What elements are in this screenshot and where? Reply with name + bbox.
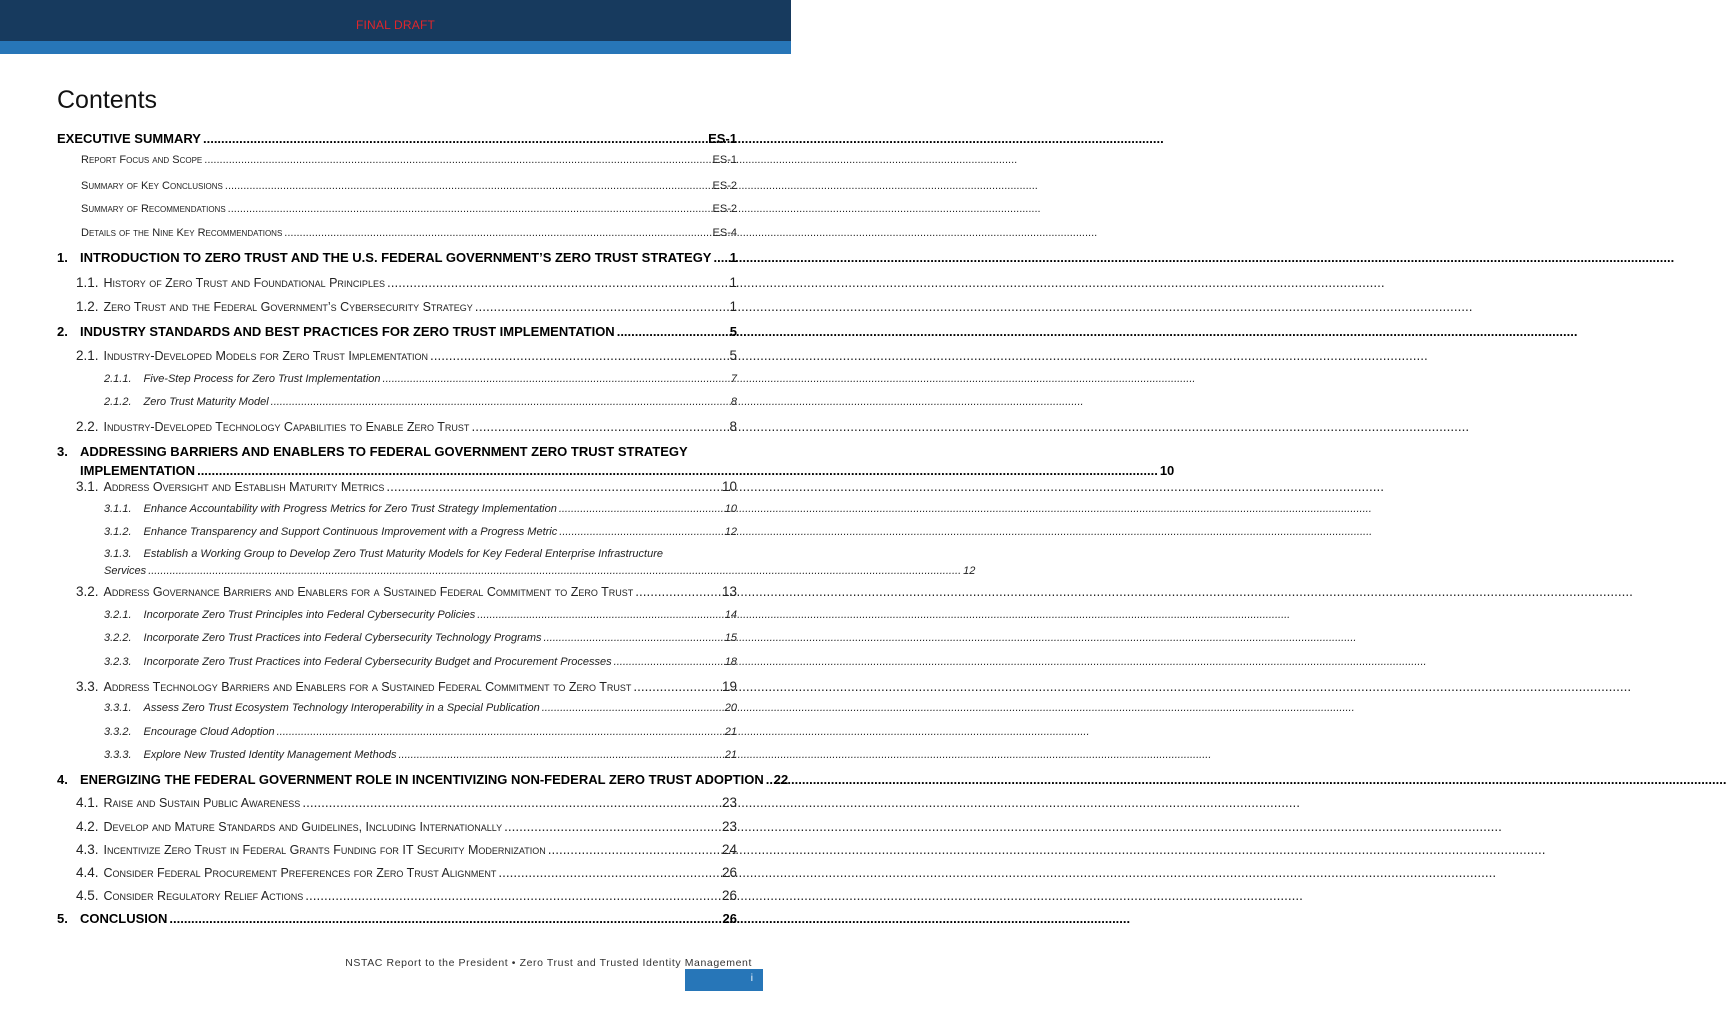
toc-entry-title: Summary of Key Conclusions — [81, 180, 223, 192]
toc-entry[interactable] — [76, 419, 737, 434]
toc-entry[interactable] — [104, 503, 737, 515]
toc-entry-title-continued: IMPLEMENTATION — [80, 463, 196, 478]
toc-entry[interactable] — [76, 180, 737, 192]
toc-leader-dots — [271, 396, 729, 408]
toc-entry-title: Incorporate Zero Trust Practices into Federal Cybersecurity Technology Programs — [143, 632, 542, 644]
toc-entry-number: 1. — [57, 250, 68, 265]
toc-entry-number: 4.1. — [76, 795, 99, 810]
toc-entry-number: 4.2. — [76, 819, 99, 834]
toc-entry[interactable] — [104, 373, 737, 385]
toc-entry-title: INTRODUCTION TO ZERO TRUST AND THE U.S. FEDERAL GOVERNMENT’S ZERO TRUST STRATEGY — [80, 250, 712, 265]
toc-entry-title: Report Focus and Scope — [81, 154, 203, 166]
toc-entry-number: 3. — [57, 444, 68, 459]
toc-entry[interactable] — [76, 203, 737, 215]
toc-entry[interactable] — [104, 548, 976, 577]
toc-entry[interactable] — [76, 842, 737, 857]
toc-entry-number: 2. — [57, 324, 68, 339]
toc-entry[interactable] — [104, 702, 737, 714]
toc-entry[interactable] — [104, 526, 737, 538]
toc-entry-title: Address Oversight and Establish Maturity Metrics — [103, 480, 385, 494]
toc-entry-title: EXECUTIVE SUMMARY — [57, 131, 201, 146]
toc-entry-number: 3.2.3. — [104, 656, 132, 668]
toc-leader-dots — [169, 911, 720, 926]
toc-entry-number: 2.1.1. — [104, 373, 132, 385]
toc-leader-dots — [203, 131, 706, 146]
toc-entry-page: ES-1 — [712, 154, 737, 166]
toc-entry[interactable] — [57, 250, 737, 265]
toc-leader-dots — [548, 842, 720, 857]
toc-entry[interactable] — [76, 479, 737, 494]
toc-entry-number: 3.3.3. — [104, 749, 132, 761]
toc-entry[interactable] — [76, 154, 737, 166]
toc-entry-number: 4.4. — [76, 865, 99, 880]
toc-leader-dots — [471, 419, 727, 434]
toc-entry-title: Summary of Recommendations — [81, 203, 226, 215]
toc-leader-dots — [228, 203, 711, 215]
toc-entry-page: 8 — [730, 396, 737, 408]
toc-leader-dots — [477, 609, 722, 621]
toc-entry-number: 3.2. — [76, 584, 99, 599]
draft-label: FINAL DRAFT — [355, 18, 436, 32]
toc-entry[interactable] — [104, 609, 737, 621]
toc-leader-dots — [302, 795, 720, 810]
toc-entry-page: 21 — [724, 726, 737, 738]
toc-leader-dots — [148, 565, 961, 577]
toc-entry-title: Industry-Developed Models for Zero Trust Implementation — [103, 349, 429, 363]
toc-entry-title: Establish a Working Group to Develop Zero Trust Maturity Models for Key Federal Enterprise Infrastructure — [143, 548, 663, 560]
toc-entry-title: Details of the Nine Key Recommendations — [81, 227, 283, 239]
toc-leader-dots — [542, 702, 723, 714]
toc-leader-dots — [430, 348, 727, 363]
header-accent-bar — [0, 41, 791, 54]
toc-entry-page: 5 — [729, 348, 737, 363]
toc-leader-dots — [387, 275, 728, 290]
toc-entry-page: ES-2 — [712, 203, 737, 215]
toc-entry-page: 23 — [721, 819, 737, 834]
toc-entry-title: Develop and Mature Standards and Guidelines, Including Internationally — [103, 820, 503, 834]
toc-entry-number: 3.2.2. — [104, 632, 132, 644]
toc-entry-title: Encourage Cloud Adoption — [143, 726, 275, 738]
toc-entry-page: ES-4 — [712, 227, 737, 239]
toc-entry-title: Zero Trust Maturity Model — [143, 396, 269, 408]
toc-entry-page: 12 — [724, 526, 737, 538]
toc-entry-number: 3.3.2. — [104, 726, 132, 738]
toc-entry[interactable] — [104, 396, 737, 408]
toc-entry-number: 3.1.1. — [104, 503, 132, 515]
toc-entry-page: 18 — [724, 656, 737, 668]
toc-entry-page: ES-1 — [708, 131, 737, 146]
toc-entry-page: 23 — [721, 795, 737, 810]
toc-leader-dots — [225, 180, 711, 192]
toc-entry[interactable] — [104, 656, 737, 668]
toc-leader-dots — [544, 632, 723, 644]
toc-entry-number: 1.2. — [76, 299, 99, 314]
toc-entry-page: 8 — [729, 419, 737, 434]
toc-entry-page: 26 — [722, 911, 737, 926]
toc-entry-page: 19 — [721, 679, 737, 694]
toc-entry-number: 4.3. — [76, 842, 99, 857]
toc-entry[interactable] — [76, 865, 737, 880]
toc-entry[interactable] — [104, 632, 737, 644]
toc-entry[interactable] — [57, 131, 737, 146]
toc-leader-dots — [386, 479, 720, 494]
toc-entry-title: Incentivize Zero Trust in Federal Grants Funding for IT Security Modernization — [103, 843, 546, 857]
toc-leader-dots — [713, 250, 727, 265]
toc-entry-page: 26 — [721, 888, 737, 903]
toc-entry-title: History of Zero Trust and Foundational Principles — [103, 276, 385, 290]
toc-leader-dots — [383, 373, 729, 385]
toc-entry-number: 2.1. — [76, 348, 99, 363]
toc-entry-title: Consider Regulatory Relief Actions — [103, 889, 304, 903]
header-band — [0, 0, 791, 54]
toc-entry[interactable] — [76, 275, 737, 290]
toc-entry-title: Consider Federal Procurement Preferences for Zero Trust Alignment — [103, 866, 497, 880]
toc-entry-page: ES-2 — [712, 180, 737, 192]
toc-entry[interactable] — [76, 679, 737, 694]
toc-leader-dots — [766, 772, 772, 787]
page-number-box — [685, 969, 763, 991]
toc-entry-page: 1 — [729, 299, 737, 314]
toc-entry-number: 3.2.1. — [104, 609, 132, 621]
toc-entry-title: Address Governance Barriers and Enablers for a Sustained Federal Commitment to Zero Trust — [103, 585, 634, 599]
toc-entry-page: 7 — [730, 373, 737, 385]
toc-entry[interactable] — [76, 299, 737, 314]
toc-entry-title: Raise and Sustain Public Awareness — [103, 796, 301, 810]
toc-entry-title: Address Technology Barriers and Enablers for a Sustained Federal Commitment to Zero Trust — [103, 680, 632, 694]
toc-entry-page: 12 — [963, 565, 976, 577]
toc-leader-dots — [559, 503, 723, 515]
toc-entry-title: Enhance Transparency and Support Continuous Improvement with a Progress Metric — [143, 526, 558, 538]
toc-entry[interactable] — [76, 795, 737, 810]
toc-entry-number: 2.1.2. — [104, 396, 132, 408]
toc-entry[interactable] — [76, 584, 737, 599]
toc-entry[interactable] — [57, 324, 737, 339]
toc-entry-number: 4.5. — [76, 888, 99, 903]
toc-entry-page: 14 — [724, 609, 737, 621]
toc-entry-title: Zero Trust and the Federal Government’s Cybersecurity Strategy — [103, 300, 473, 314]
toc-leader-dots — [498, 865, 720, 880]
toc-entry[interactable] — [57, 444, 1175, 478]
toc-leader-dots — [305, 888, 720, 903]
toc-leader-dots — [614, 656, 723, 668]
toc-entry-number: 3.1. — [76, 479, 99, 494]
toc-entry-page: 5 — [729, 324, 737, 339]
toc-leader-dots — [635, 584, 720, 599]
toc-entry[interactable] — [57, 911, 737, 926]
toc-entry-title: Explore New Trusted Identity Management Methods — [143, 749, 397, 761]
toc-entry-page: 1 — [729, 275, 737, 290]
toc-entry[interactable] — [76, 348, 737, 363]
toc-leader-dots — [197, 463, 1158, 478]
toc-entry-page: 20 — [724, 702, 737, 714]
toc-entry-page: 22 — [773, 772, 789, 787]
toc-entry[interactable] — [104, 726, 737, 738]
toc-leader-dots — [559, 526, 722, 538]
toc-entry-number: 3.3. — [76, 679, 99, 694]
toc-leader-dots — [504, 819, 720, 834]
page-number: i — [750, 973, 753, 984]
toc-entry-number: 4. — [57, 772, 68, 787]
toc-leader-dots — [398, 749, 722, 761]
toc-entry[interactable] — [57, 772, 789, 787]
toc-entry-number: 3.1.2. — [104, 526, 132, 538]
toc-leader-dots — [204, 154, 710, 166]
toc-entry[interactable] — [76, 888, 737, 903]
toc-leader-dots — [617, 324, 728, 339]
page-title: Contents — [57, 86, 158, 114]
toc-entry-title: CONCLUSION — [80, 911, 168, 926]
toc-entry-title: ENERGIZING THE FEDERAL GOVERNMENT ROLE IN INCENTIVIZING NON-FEDERAL ZERO TRUST ADOPTION — [80, 772, 764, 787]
toc-entry-title: Incorporate Zero Trust Practices into Federal Cybersecurity Budget and Procurement Processes — [143, 656, 612, 668]
toc-entry-title: INDUSTRY STANDARDS AND BEST PRACTICES FOR ZERO TRUST IMPLEMENTATION — [80, 324, 615, 339]
toc-entry-page: 10 — [724, 503, 737, 515]
footer-report-title: NSTAC Report to the President • Zero Trust and Trusted Identity Management — [345, 957, 752, 969]
toc-entry-page: 24 — [721, 842, 737, 857]
toc-entry-page: 1 — [729, 250, 737, 265]
toc-leader-dots — [633, 679, 720, 694]
toc-entry-title: ADDRESSING BARRIERS AND ENABLERS TO FEDERAL GOVERNMENT ZERO TRUST STRATEGY — [80, 444, 688, 459]
toc-entry-page: 10 — [721, 479, 737, 494]
toc-entry[interactable] — [76, 819, 737, 834]
toc-entry-page: 15 — [724, 632, 737, 644]
toc-entry[interactable] — [76, 227, 737, 239]
toc-entry-page: 21 — [724, 749, 737, 761]
toc-entry-number: 2.2. — [76, 419, 99, 434]
toc-entry-title: Incorporate Zero Trust Principles into Federal Cybersecurity Policies — [143, 609, 476, 621]
toc-entry-title: Industry-Developed Technology Capabilities to Enable Zero Trust — [103, 420, 470, 434]
toc-entry-page: 13 — [721, 584, 737, 599]
toc-entry-number: 1.1. — [76, 275, 99, 290]
toc-leader-dots — [475, 299, 728, 314]
toc-entry-number: 3.3.1. — [104, 702, 132, 714]
toc-leader-dots — [284, 227, 710, 239]
toc-entry-number: 5. — [57, 911, 68, 926]
toc-entry-title: Assess Zero Trust Ecosystem Technology Interoperability in a Special Publication — [143, 702, 540, 714]
toc-leader-dots — [277, 726, 723, 738]
toc-entry-number: 3.1.3. — [104, 548, 132, 560]
toc-entry-page: 26 — [721, 865, 737, 880]
toc-entry[interactable] — [104, 749, 737, 761]
toc-entry-page: 10 — [1159, 463, 1175, 478]
toc-entry-title: Five-Step Process for Zero Trust Implementation — [143, 373, 381, 385]
toc-entry-title: Enhance Accountability with Progress Metrics for Zero Trust Strategy Implementation — [143, 503, 557, 515]
toc-entry-title-continued: Services — [104, 565, 147, 577]
